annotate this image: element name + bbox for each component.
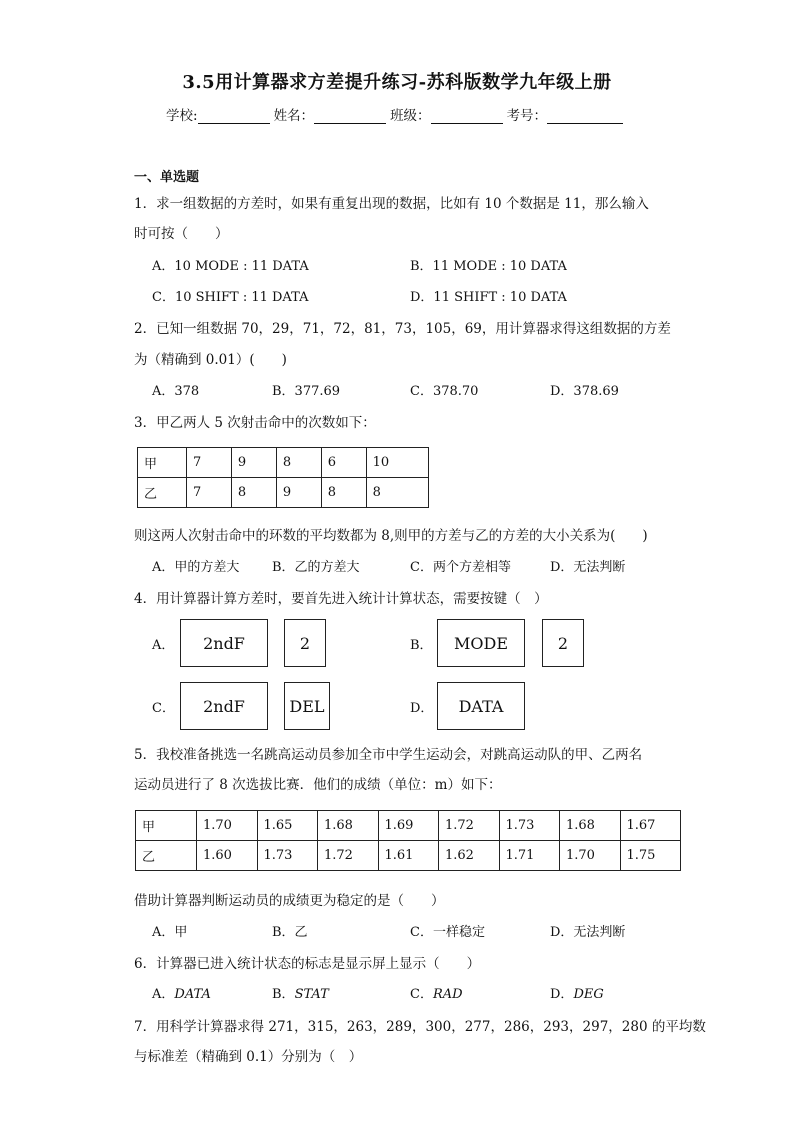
q5-stem-line3: 借助计算器判断运动员的成绩更为稳定的是（ ）: [134, 893, 445, 909]
table-cell: 1.68: [560, 811, 621, 841]
class-blank[interactable]: [431, 109, 503, 124]
table-cell: 10: [366, 448, 428, 478]
q1-option-d[interactable]: D．11 SHIFT : 10 DATA: [410, 290, 567, 305]
table-cell: 1.75: [620, 841, 681, 871]
q5-score-table: [135, 810, 681, 871]
table-cell: 乙: [136, 841, 197, 871]
table-cell: 甲: [138, 448, 187, 478]
q3-stem-line2: 则这两人次射击命中的环数的平均数都为 8,则甲的方差与乙的方差的大小关系为( ): [134, 528, 648, 544]
table-cell: 1.62: [439, 841, 500, 871]
table-cell: 1.72: [439, 811, 500, 841]
table-cell: 1.72: [318, 841, 379, 871]
q2-stem-line2: 为（精确到 0.01）( ): [134, 352, 287, 368]
q5-option-c[interactable]: C．一样稳定: [410, 925, 485, 940]
key-del-button[interactable]: DEL: [284, 682, 330, 730]
q2-option-b[interactable]: B．377.69: [272, 384, 341, 399]
table-row: [136, 841, 681, 871]
table-cell: 1.68: [318, 811, 379, 841]
q6-option-a[interactable]: [152, 983, 211, 1002]
option-label: A．: [152, 987, 175, 1002]
q1-option-c[interactable]: C．10 SHIFT : 11 DATA: [152, 290, 309, 305]
option-label: C．: [410, 987, 433, 1002]
school-label: 学校:: [166, 108, 198, 124]
key-2ndf-button[interactable]: 2ndF: [180, 619, 268, 667]
table-cell: 1.65: [257, 811, 318, 841]
student-info-row: [166, 104, 627, 124]
table-cell: 1.70: [560, 841, 621, 871]
table-cell: 8: [321, 478, 366, 508]
q6-option-b[interactable]: [272, 983, 329, 1002]
table-cell: 1.69: [378, 811, 439, 841]
q3-option-d[interactable]: D．无法判断: [550, 560, 626, 575]
q6-option-c[interactable]: [410, 983, 463, 1002]
page-title: 3.5用计算器求方差提升练习-苏科版数学九年级上册: [182, 72, 612, 93]
q7-stem-line1: 7．用科学计算器求得 271，315，263，289，300，277，286，293，297，280 的平均数: [134, 1019, 706, 1035]
table-cell: 乙: [138, 478, 187, 508]
table-cell: 7: [187, 478, 232, 508]
option-label: D．: [550, 987, 574, 1002]
q2-option-a[interactable]: A．378: [152, 384, 200, 399]
number-label: 考号：: [506, 108, 548, 124]
table-cell: 1.70: [197, 811, 258, 841]
q6-option-d[interactable]: [550, 983, 604, 1002]
q3-option-a[interactable]: A．甲的方差大: [152, 560, 240, 575]
q1-stem-line2: 时可按（ ）: [134, 226, 229, 242]
section-heading: 一、单选题: [134, 170, 200, 185]
table-cell: 1.71: [499, 841, 560, 871]
option-text: DATA: [174, 987, 211, 1002]
q5-stem-line1: 5．我校准备挑选一名跳高运动员参加全市中学生运动会，对跳高运动队的甲、乙两名: [134, 747, 643, 763]
table-cell: 1.60: [197, 841, 258, 871]
option-text: STAT: [294, 987, 329, 1002]
option-label: B．: [272, 987, 295, 1002]
q4-option-a-label[interactable]: A．: [152, 638, 175, 653]
table-cell: 8: [366, 478, 428, 508]
option-text: RAD: [432, 987, 463, 1002]
q5-option-b[interactable]: B．乙: [272, 925, 308, 940]
table-row: [138, 448, 429, 478]
table-row: [138, 478, 429, 508]
key-2-button[interactable]: 2: [284, 619, 326, 667]
table-cell: 甲: [136, 811, 197, 841]
table-cell: 8: [276, 448, 321, 478]
q3-stem-line1: 3．甲乙两人 5 次射击命中的次数如下：: [134, 415, 376, 431]
q6-stem-line1: 6．计算器已进入统计状态的标志是显示屏上显示（ ）: [134, 956, 481, 972]
table-cell: 8: [231, 478, 276, 508]
q4-option-b-label[interactable]: B．: [410, 638, 433, 653]
q5-option-a[interactable]: A．甲: [152, 925, 188, 940]
name-label: 姓名：: [273, 108, 315, 124]
table-cell: 7: [187, 448, 232, 478]
table-cell: 1.61: [378, 841, 439, 871]
q3-option-c[interactable]: C．两个方差相等: [410, 560, 511, 575]
q5-stem-line2: 运动员进行了 8 次选拔比赛．他们的成绩（单位：m）如下：: [134, 777, 502, 793]
key-data-button[interactable]: DATA: [437, 682, 525, 730]
key-2-button[interactable]: 2: [542, 619, 584, 667]
table-row: [136, 811, 681, 841]
table-cell: 6: [321, 448, 366, 478]
table-cell: 1.67: [620, 811, 681, 841]
q3-score-table: [137, 447, 429, 508]
q1-option-a[interactable]: A．10 MODE : 11 DATA: [152, 259, 309, 274]
q2-stem-line1: 2．已知一组数据 70，29，71，72，81，73，105，69，用计算器求得这组数据的方差: [134, 321, 671, 337]
q5-option-d[interactable]: D．无法判断: [550, 925, 626, 940]
q4-option-c-label[interactable]: C．: [152, 701, 175, 716]
name-blank[interactable]: [314, 109, 386, 124]
number-blank[interactable]: [547, 109, 623, 124]
table-cell: 9: [276, 478, 321, 508]
q7-stem-line2: 与标准差（精确到 0.1）分别为（ ）: [134, 1049, 363, 1065]
table-cell: 1.73: [499, 811, 560, 841]
key-2ndf-button[interactable]: 2ndF: [180, 682, 268, 730]
q1-option-b[interactable]: B．11 MODE : 10 DATA: [410, 259, 567, 274]
table-cell: 9: [231, 448, 276, 478]
table-cell: 1.73: [257, 841, 318, 871]
q2-option-d[interactable]: D．378.69: [550, 384, 619, 399]
q3-option-b[interactable]: B．乙的方差大: [272, 560, 360, 575]
school-blank[interactable]: [198, 109, 270, 124]
option-text: DEG: [573, 987, 604, 1002]
q2-option-c[interactable]: C．378.70: [410, 384, 479, 399]
key-mode-button[interactable]: MODE: [437, 619, 525, 667]
q4-option-d-label[interactable]: D．: [410, 701, 434, 716]
class-label: 班级：: [390, 108, 431, 124]
q1-stem-line1: 1．求一组数据的方差时，如果有重复出现的数据，比如有 10 个数据是 11，那么输入: [134, 196, 649, 212]
q4-stem-line1: 4．用计算器计算方差时，要首先进入统计计算状态，需要按键（ ）: [134, 591, 548, 607]
